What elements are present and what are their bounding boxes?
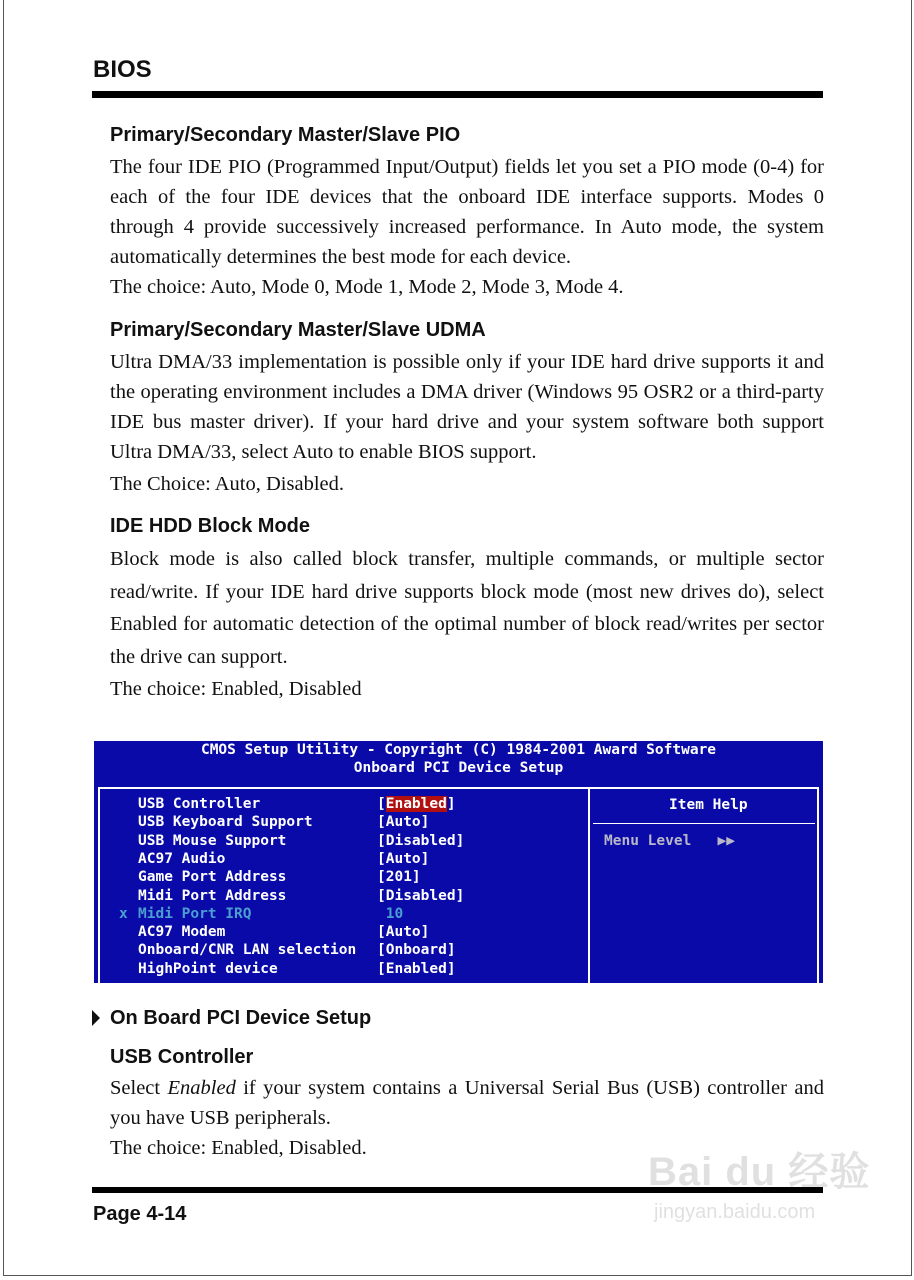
setting-label: AC97 Audio: [138, 850, 226, 867]
bios-setting-row[interactable]: [114, 924, 584, 942]
setting-value[interactable]: [Disabled]: [377, 887, 465, 904]
bios-setting-row[interactable]: [114, 814, 584, 832]
setting-label: Onboard/CNR LAN selection: [138, 942, 357, 959]
setting-label: Midi Port IRQ: [138, 905, 252, 922]
section-body: [110, 1073, 824, 1133]
value-bracket-open: [: [377, 796, 386, 812]
setting-value[interactable]: 10: [377, 905, 404, 922]
setting-label: HighPoint device: [138, 960, 278, 977]
bios-divider: [588, 787, 590, 983]
bios-setting-row[interactable]: [114, 851, 584, 869]
subsection-header: [92, 1005, 371, 1031]
setting-label: USB Keyboard Support: [138, 814, 313, 831]
bios-setting-row[interactable]: [114, 961, 584, 979]
section-block-mode: [110, 513, 824, 704]
section-heading: IDE HDD Block Mode: [110, 515, 311, 537]
setting-label: Midi Port Address: [138, 887, 287, 904]
body-post: if your system contains a Universal Serial Bus (USB) controller and you have USB peripherals.: [110, 1077, 824, 1129]
bios-subtitle: Onboard PCI Device Setup: [353, 760, 564, 776]
section-udma: [110, 317, 824, 499]
menu-level: Menu Level ▶▶: [604, 833, 735, 849]
setting-value[interactable]: [Enabled]: [377, 960, 456, 977]
section-choice: The Choice: Auto, Disabled.: [110, 473, 344, 495]
bios-screenshot: [94, 741, 823, 983]
setting-label: USB Mouse Support: [138, 832, 287, 849]
setting-value[interactable]: [Auto]: [377, 850, 430, 867]
section-heading: Primary/Secondary Master/Slave UDMA: [110, 319, 486, 341]
setting-value[interactable]: [Auto]: [377, 924, 430, 941]
page-number: Page 4-14: [93, 1203, 187, 1225]
bios-setting-row[interactable]: [114, 888, 584, 906]
body-em: Enabled: [167, 1077, 236, 1099]
section-choice: The choice: Enabled, Disabled.: [110, 1137, 367, 1159]
section-body: The four IDE PIO (Programmed Input/Output) fields let you set a PIO mode (0-4) for each of the four IDE devices that the onboard IDE interface supports. Modes 0 through 4 provide successively increased performance. In Auto mode, the system automatically determines the best mode for each device.: [110, 156, 824, 268]
setting-label: Game Port Address: [138, 869, 287, 886]
bios-setting-row[interactable]: [114, 869, 584, 887]
baidu-watermark: [648, 1140, 870, 1224]
bios-title: CMOS Setup Utility - Copyright (C) 1984-2001 Award Software: [200, 742, 717, 758]
section-choice: The choice: Enabled, Disabled: [110, 678, 362, 700]
triangle-right-icon: [92, 1010, 100, 1026]
setting-value[interactable]: [Auto]: [377, 814, 430, 831]
section-choice: The choice: Auto, Mode 0, Mode 1, Mode 2, Mode 3, Mode 4.: [110, 276, 624, 298]
setting-label: AC97 Modem: [138, 924, 226, 941]
page-header-title: BIOS: [93, 56, 152, 83]
setting-label: USB Controller: [138, 796, 261, 812]
selected-value[interactable]: Enabled: [385, 796, 447, 812]
setting-value[interactable]: [201]: [377, 869, 421, 886]
watermark-url: jingyan.baidu.com: [654, 1201, 816, 1223]
setting-value[interactable]: [377, 796, 456, 812]
bios-setting-row[interactable]: [114, 796, 584, 814]
section-heading: Primary/Secondary Master/Slave PIO: [110, 124, 461, 146]
section-heading: USB Controller: [110, 1046, 254, 1068]
bios-setting-row[interactable]: [114, 906, 584, 924]
body-pre: Select: [110, 1077, 168, 1099]
subsection-title: On Board PCI Device Setup: [110, 1007, 372, 1029]
bios-setting-row[interactable]: [114, 833, 584, 851]
header-rule: [92, 91, 823, 98]
section-pio: [110, 122, 824, 302]
disabled-marker: x: [119, 905, 128, 922]
bios-help-rule: [593, 823, 815, 824]
setting-value[interactable]: [Onboard]: [377, 942, 456, 959]
section-body: Block mode is also called block transfer, multiple commands, or multiple sector read/write. If your IDE hard drive supports block mode (most new drives do), select Enabled for automatic detection of the optimal number of block read/writes per sector the drive can support.: [110, 548, 824, 668]
bios-setting-row[interactable]: [114, 942, 584, 960]
setting-value[interactable]: [Disabled]: [377, 832, 465, 849]
section-body: Ultra DMA/33 implementation is possible only if your IDE hard drive supports it and the operating environment includes a DMA driver (Windows 95 OSR2 or a third-party IDE bus master driver). If your hard drive and your system software both support Ultra DMA/33, select Auto to enable BIOS support.: [110, 351, 824, 463]
value-bracket-close: ]: [446, 796, 456, 812]
watermark-logo: Bai du 经验: [648, 1150, 871, 1194]
item-help-title: Item Help: [669, 797, 748, 813]
